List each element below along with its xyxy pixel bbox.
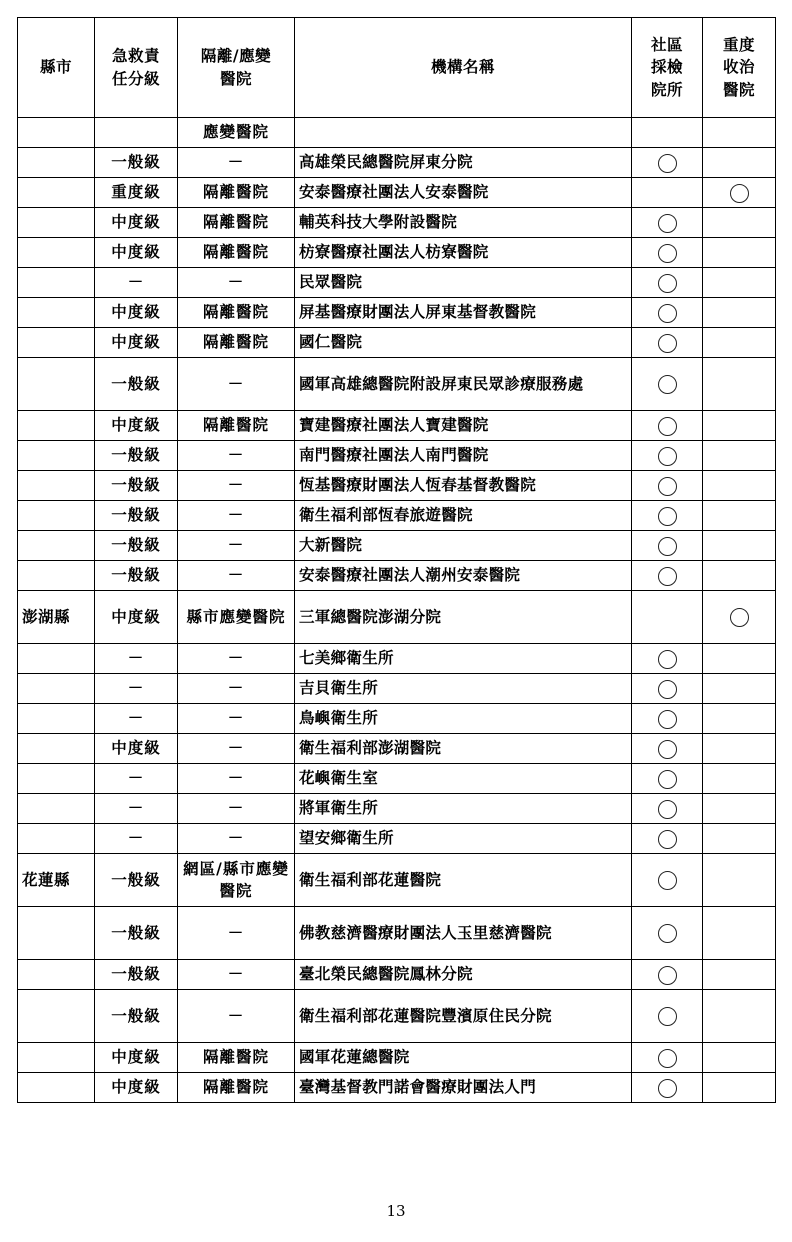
cell-isolation-hospital: 隔離醫院 xyxy=(178,1073,295,1103)
cell-emergency-grade: 中度級 xyxy=(95,411,178,441)
circle-mark-icon xyxy=(658,567,677,586)
cell-severe-care-mark xyxy=(703,358,776,411)
cell-community-testing-mark xyxy=(632,471,703,501)
circle-mark-icon xyxy=(658,830,677,849)
cell-county xyxy=(18,764,95,794)
cell-community-testing-mark xyxy=(632,178,703,208)
cell-community-testing-mark xyxy=(632,358,703,411)
table-row xyxy=(18,298,776,328)
cell-emergency-grade xyxy=(95,118,178,148)
circle-mark-icon xyxy=(658,244,677,263)
cell-isolation-hospital: 隔離醫院 xyxy=(178,1043,295,1073)
cell-severe-care-mark xyxy=(703,1043,776,1073)
cell-severe-care-mark xyxy=(703,238,776,268)
cell-severe-care-mark xyxy=(703,178,776,208)
cell-county: 澎湖縣 xyxy=(18,591,95,644)
cell-institution-name: 鳥嶼衛生所 xyxy=(295,704,632,734)
cell-institution-name: 吉貝衛生所 xyxy=(295,674,632,704)
cell-community-testing-mark xyxy=(632,591,703,644)
cell-isolation-hospital: 隔離醫院 xyxy=(178,411,295,441)
cell-community-testing-mark xyxy=(632,734,703,764)
cell-community-testing-mark xyxy=(632,1073,703,1103)
cell-isolation-hospital: － xyxy=(178,824,295,854)
table-row xyxy=(18,531,776,561)
cell-institution-name: 臺北榮民總醫院鳳林分院 xyxy=(295,960,632,990)
cell-community-testing-mark xyxy=(632,148,703,178)
cell-institution-name xyxy=(295,118,632,148)
cell-severe-care-mark xyxy=(703,854,776,907)
cell-institution-name: 七美鄉衛生所 xyxy=(295,644,632,674)
table-row xyxy=(18,148,776,178)
cell-emergency-grade: － xyxy=(95,794,178,824)
table-row xyxy=(18,328,776,358)
table-row xyxy=(18,1043,776,1073)
cell-county xyxy=(18,208,95,238)
cell-community-testing-mark xyxy=(632,268,703,298)
cell-institution-name: 衛生福利部花蓮醫院豐濱原住民分院 xyxy=(295,990,632,1043)
cell-community-testing-mark xyxy=(632,907,703,960)
cell-community-testing-mark xyxy=(632,674,703,704)
circle-mark-icon xyxy=(658,1079,677,1098)
circle-mark-icon xyxy=(658,740,677,759)
cell-institution-name: 臺灣基督教門諾會醫療財團法人門 xyxy=(295,1073,632,1103)
medical-institution-table xyxy=(17,17,776,1103)
cell-isolation-hospital: － xyxy=(178,990,295,1043)
cell-severe-care-mark xyxy=(703,1073,776,1103)
cell-emergency-grade: 中度級 xyxy=(95,1043,178,1073)
cell-community-testing-mark xyxy=(632,764,703,794)
cell-county xyxy=(18,118,95,148)
cell-institution-name: 寶建醫療社團法人寶建醫院 xyxy=(295,411,632,441)
cell-emergency-grade: 中度級 xyxy=(95,208,178,238)
circle-mark-icon xyxy=(658,477,677,496)
cell-county xyxy=(18,1043,95,1073)
cell-community-testing-mark xyxy=(632,118,703,148)
cell-institution-name: 佛教慈濟醫療財團法人玉里慈濟醫院 xyxy=(295,907,632,960)
circle-mark-icon xyxy=(658,680,677,699)
cell-emergency-grade: － xyxy=(95,704,178,734)
cell-community-testing-mark xyxy=(632,411,703,441)
circle-mark-icon xyxy=(658,924,677,943)
cell-institution-name: 屏基醫療財團法人屏東基督教醫院 xyxy=(295,298,632,328)
cell-severe-care-mark xyxy=(703,531,776,561)
column-header-severe-care: 重度 收治 醫院 xyxy=(703,18,776,118)
cell-isolation-hospital: － xyxy=(178,148,295,178)
table-row xyxy=(18,824,776,854)
cell-severe-care-mark xyxy=(703,644,776,674)
cell-isolation-hospital: 網區/縣市應變醫院 xyxy=(178,854,295,907)
cell-institution-name: 南門醫療社團法人南門醫院 xyxy=(295,441,632,471)
cell-county xyxy=(18,907,95,960)
cell-community-testing-mark xyxy=(632,328,703,358)
cell-county xyxy=(18,1073,95,1103)
table-row xyxy=(18,268,776,298)
circle-mark-icon xyxy=(658,770,677,789)
cell-emergency-grade: － xyxy=(95,824,178,854)
cell-isolation-hospital: 縣市應變醫院 xyxy=(178,591,295,644)
cell-institution-name: 衛生福利部澎湖醫院 xyxy=(295,734,632,764)
table-row xyxy=(18,358,776,411)
column-header-county: 縣市 xyxy=(18,18,95,118)
cell-institution-name: 衛生福利部恆春旅遊醫院 xyxy=(295,501,632,531)
column-header-isolation-hospital: 隔離/應變 醫院 xyxy=(178,18,295,118)
cell-county xyxy=(18,990,95,1043)
cell-emergency-grade: 中度級 xyxy=(95,1073,178,1103)
table-row xyxy=(18,990,776,1043)
cell-institution-name: 輔英科技大學附設醫院 xyxy=(295,208,632,238)
cell-institution-name: 國軍花蓮總醫院 xyxy=(295,1043,632,1073)
table-row xyxy=(18,561,776,591)
table-row xyxy=(18,854,776,907)
cell-emergency-grade: 中度級 xyxy=(95,298,178,328)
cell-emergency-grade: 中度級 xyxy=(95,734,178,764)
table-row xyxy=(18,734,776,764)
circle-mark-icon xyxy=(658,537,677,556)
table-row xyxy=(18,794,776,824)
cell-institution-name: 三軍總醫院澎湖分院 xyxy=(295,591,632,644)
table-row xyxy=(18,178,776,208)
cell-severe-care-mark xyxy=(703,734,776,764)
circle-mark-icon xyxy=(658,274,677,293)
cell-emergency-grade: 中度級 xyxy=(95,591,178,644)
cell-institution-name: 衛生福利部花蓮醫院 xyxy=(295,854,632,907)
cell-institution-name: 民眾醫院 xyxy=(295,268,632,298)
cell-isolation-hospital: － xyxy=(178,268,295,298)
cell-severe-care-mark xyxy=(703,441,776,471)
table-row xyxy=(18,208,776,238)
cell-institution-name: 國軍高雄總醫院附設屏東民眾診療服務處 xyxy=(295,358,632,411)
cell-community-testing-mark xyxy=(632,1043,703,1073)
cell-county xyxy=(18,178,95,208)
cell-community-testing-mark xyxy=(632,441,703,471)
cell-institution-name: 望安鄉衛生所 xyxy=(295,824,632,854)
cell-isolation-hospital: 隔離醫院 xyxy=(178,298,295,328)
cell-institution-name: 枋寮醫療社團法人枋寮醫院 xyxy=(295,238,632,268)
cell-isolation-hospital: 隔離醫院 xyxy=(178,208,295,238)
cell-severe-care-mark xyxy=(703,411,776,441)
cell-isolation-hospital: － xyxy=(178,704,295,734)
cell-institution-name: 高雄榮民總醫院屏東分院 xyxy=(295,148,632,178)
cell-emergency-grade: 一般級 xyxy=(95,501,178,531)
cell-emergency-grade: 一般級 xyxy=(95,358,178,411)
cell-county xyxy=(18,238,95,268)
circle-mark-icon xyxy=(658,154,677,173)
table-row xyxy=(18,118,776,148)
cell-isolation-hospital: － xyxy=(178,441,295,471)
cell-county xyxy=(18,824,95,854)
cell-isolation-hospital: － xyxy=(178,794,295,824)
cell-emergency-grade: 一般級 xyxy=(95,907,178,960)
table-row xyxy=(18,1073,776,1103)
cell-county xyxy=(18,471,95,501)
cell-community-testing-mark xyxy=(632,854,703,907)
cell-community-testing-mark xyxy=(632,824,703,854)
cell-institution-name: 大新醫院 xyxy=(295,531,632,561)
cell-institution-name: 恆基醫療財團法人恆春基督教醫院 xyxy=(295,471,632,501)
cell-county xyxy=(18,960,95,990)
circle-mark-icon xyxy=(658,710,677,729)
cell-severe-care-mark xyxy=(703,960,776,990)
cell-institution-name: 將軍衛生所 xyxy=(295,794,632,824)
cell-emergency-grade: 重度級 xyxy=(95,178,178,208)
cell-community-testing-mark xyxy=(632,990,703,1043)
cell-isolation-hospital: － xyxy=(178,960,295,990)
cell-emergency-grade: － xyxy=(95,268,178,298)
cell-isolation-hospital: － xyxy=(178,471,295,501)
cell-severe-care-mark xyxy=(703,704,776,734)
cell-community-testing-mark xyxy=(632,561,703,591)
cell-severe-care-mark xyxy=(703,591,776,644)
cell-isolation-hospital: 應變醫院 xyxy=(178,118,295,148)
cell-county xyxy=(18,561,95,591)
cell-county xyxy=(18,358,95,411)
cell-severe-care-mark xyxy=(703,268,776,298)
circle-mark-icon xyxy=(658,447,677,466)
cell-severe-care-mark xyxy=(703,764,776,794)
circle-mark-icon xyxy=(658,966,677,985)
circle-mark-icon xyxy=(658,417,677,436)
table-row xyxy=(18,501,776,531)
cell-isolation-hospital: 隔離醫院 xyxy=(178,328,295,358)
cell-severe-care-mark xyxy=(703,501,776,531)
column-header-community-testing: 社區 採檢 院所 xyxy=(632,18,703,118)
table-body xyxy=(18,118,776,1103)
circle-mark-icon xyxy=(658,375,677,394)
cell-isolation-hospital: － xyxy=(178,644,295,674)
cell-county xyxy=(18,501,95,531)
column-header-institution-name: 機構名稱 xyxy=(295,18,632,118)
page-number: 13 xyxy=(386,1202,406,1220)
cell-isolation-hospital: － xyxy=(178,734,295,764)
cell-community-testing-mark xyxy=(632,960,703,990)
cell-isolation-hospital: － xyxy=(178,907,295,960)
table-row xyxy=(18,764,776,794)
circle-mark-icon xyxy=(658,1049,677,1068)
circle-mark-icon xyxy=(658,800,677,819)
cell-emergency-grade: 一般級 xyxy=(95,441,178,471)
cell-isolation-hospital: － xyxy=(178,531,295,561)
cell-county xyxy=(18,704,95,734)
cell-isolation-hospital: － xyxy=(178,561,295,591)
cell-community-testing-mark xyxy=(632,704,703,734)
table-row xyxy=(18,591,776,644)
circle-mark-icon xyxy=(730,608,749,627)
cell-county xyxy=(18,644,95,674)
cell-severe-care-mark xyxy=(703,794,776,824)
table-row xyxy=(18,471,776,501)
cell-county xyxy=(18,794,95,824)
cell-emergency-grade: － xyxy=(95,674,178,704)
cell-county xyxy=(18,674,95,704)
cell-community-testing-mark xyxy=(632,298,703,328)
cell-isolation-hospital: － xyxy=(178,358,295,411)
cell-institution-name: 花嶼衛生室 xyxy=(295,764,632,794)
table-row xyxy=(18,238,776,268)
cell-isolation-hospital: － xyxy=(178,764,295,794)
table-row xyxy=(18,411,776,441)
table-row xyxy=(18,907,776,960)
cell-severe-care-mark xyxy=(703,328,776,358)
circle-mark-icon xyxy=(730,184,749,203)
cell-emergency-grade: 一般級 xyxy=(95,854,178,907)
cell-isolation-hospital: － xyxy=(178,674,295,704)
cell-community-testing-mark xyxy=(632,531,703,561)
cell-emergency-grade: － xyxy=(95,644,178,674)
table-row xyxy=(18,960,776,990)
cell-county xyxy=(18,298,95,328)
cell-county xyxy=(18,531,95,561)
cell-severe-care-mark xyxy=(703,298,776,328)
table-header xyxy=(18,18,776,118)
circle-mark-icon xyxy=(658,214,677,233)
table-row xyxy=(18,704,776,734)
column-header-emergency-grade: 急救責 任分級 xyxy=(95,18,178,118)
circle-mark-icon xyxy=(658,871,677,890)
cell-institution-name: 安泰醫療社團法人潮州安泰醫院 xyxy=(295,561,632,591)
cell-institution-name: 安泰醫療社團法人安泰醫院 xyxy=(295,178,632,208)
cell-emergency-grade: 一般級 xyxy=(95,960,178,990)
cell-isolation-hospital: 隔離醫院 xyxy=(178,178,295,208)
cell-county: 花蓮縣 xyxy=(18,854,95,907)
cell-isolation-hospital: － xyxy=(178,501,295,531)
cell-severe-care-mark xyxy=(703,118,776,148)
cell-county xyxy=(18,148,95,178)
cell-community-testing-mark xyxy=(632,794,703,824)
cell-community-testing-mark xyxy=(632,644,703,674)
cell-institution-name: 國仁醫院 xyxy=(295,328,632,358)
cell-isolation-hospital: 隔離醫院 xyxy=(178,238,295,268)
cell-emergency-grade: 一般級 xyxy=(95,990,178,1043)
cell-county xyxy=(18,441,95,471)
cell-emergency-grade: 一般級 xyxy=(95,471,178,501)
cell-community-testing-mark xyxy=(632,238,703,268)
cell-severe-care-mark xyxy=(703,824,776,854)
table-row xyxy=(18,441,776,471)
cell-severe-care-mark xyxy=(703,561,776,591)
cell-county xyxy=(18,411,95,441)
header-row xyxy=(18,18,776,118)
cell-county xyxy=(18,328,95,358)
circle-mark-icon xyxy=(658,650,677,669)
cell-emergency-grade: 中度級 xyxy=(95,328,178,358)
cell-county xyxy=(18,268,95,298)
cell-emergency-grade: － xyxy=(95,764,178,794)
table-row xyxy=(18,674,776,704)
cell-county xyxy=(18,734,95,764)
cell-severe-care-mark xyxy=(703,471,776,501)
circle-mark-icon xyxy=(658,304,677,323)
cell-severe-care-mark xyxy=(703,907,776,960)
cell-emergency-grade: 中度級 xyxy=(95,238,178,268)
circle-mark-icon xyxy=(658,507,677,526)
cell-severe-care-mark xyxy=(703,990,776,1043)
cell-community-testing-mark xyxy=(632,501,703,531)
circle-mark-icon xyxy=(658,334,677,353)
cell-emergency-grade: 一般級 xyxy=(95,561,178,591)
cell-severe-care-mark xyxy=(703,148,776,178)
cell-emergency-grade: 一般級 xyxy=(95,531,178,561)
circle-mark-icon xyxy=(658,1007,677,1026)
cell-emergency-grade: 一般級 xyxy=(95,148,178,178)
cell-community-testing-mark xyxy=(632,208,703,238)
cell-severe-care-mark xyxy=(703,208,776,238)
cell-severe-care-mark xyxy=(703,674,776,704)
table-row xyxy=(18,644,776,674)
